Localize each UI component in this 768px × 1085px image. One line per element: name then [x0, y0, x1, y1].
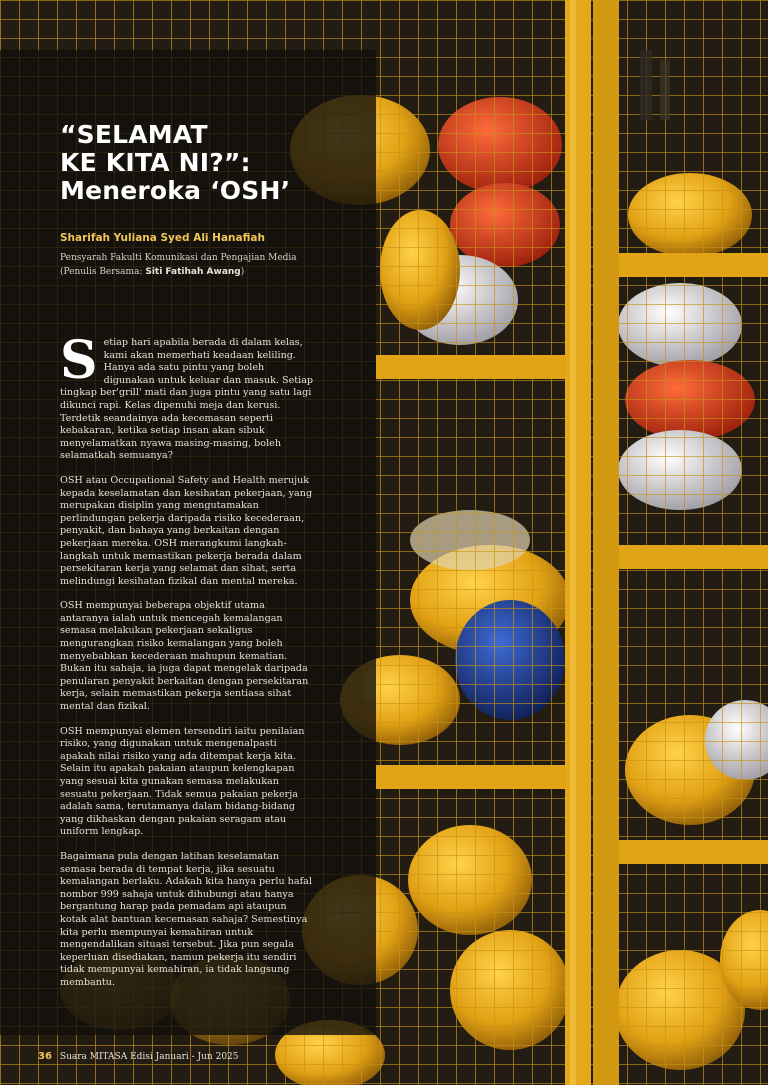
- drop-cap: S: [60, 330, 98, 391]
- co-writer-prefix: (Penulis Bersama:: [60, 267, 146, 277]
- co-writer-name: Siti Fatihah Awang: [145, 267, 241, 277]
- co-writer-suffix: ): [240, 267, 245, 277]
- article-body: [60, 330, 314, 1002]
- paragraph-text: etiap hari apabila berada di dalam kelas, kami akan memerhati keadaan keliling. Hanya ada satu pintu yang boleh digunakan untuk keluar dan masuk. Setiap tingkap ber'grill' mati dan juga pintu yang satu lagi dikunci rapi. Kelas dipenuhi meja dan kerusi. Terdetik seandainya ada kecemasan seperti kebakaran, ketika setiap insan akan sibuk menyelamatkan nyawa masing-masing, boleh selamatkah semuanya?: [60, 337, 314, 462]
- affiliation-text: Pensyarah Fakulti Komunikasi dan Pengajian Media: [60, 253, 297, 263]
- page-footer: [38, 1051, 239, 1062]
- body-paragraph: OSH mempunyai elemen tersendiri iaitu penilaian risiko, yang digunakan untuk mengenalpasti apakah nilai risiko yang ada ditempat kerja kita. Selain itu apakah pakaian ataupun kelengkapan yang sesuai kita gunakan semasa melakukan sesuatu pekerjaan. Tidak semua pakaian pekerja adalah sama, terutamanya dalam bidang-bidang yang dikhaskan dengan pakaian seragam atau uniform lengkap.: [60, 725, 305, 838]
- article-title: [60, 121, 360, 205]
- title-line: “SELAMAT: [60, 120, 208, 149]
- body-paragraph: OSH mempunyai beberapa objektif utama antaranya ialah untuk mencegah kemalangan semasa melakukan pekerjaan sekaligus mengurangkan risiko kemalangan yang boleh menyebabkan kecederaan mahupun kematian. Bukan itu sahaja, ia juga dapat mengelak daripada penularan penyakit berkaitan dengan persekitaran kerja, selain memastikan pekerja sentiasa sihat mental dan fizikal.: [60, 600, 309, 713]
- publication-name: Suara MITASA Edisi Januari - Jun 2025: [59, 1052, 239, 1062]
- title-line: KE KITA NI?”:: [60, 148, 251, 177]
- body-paragraph: OSH atau Occupational Safety and Health merujuk kepada keselamatan dan kesihatan pekerjaan, yang merupakan disiplin yang mengutamakan perlindungan pekerja daripada risiko kecederaan, penyakit, dan bahaya yang berkaitan dengan pekerjaan mereka. OSH merangkumi langkah-langkah untuk memastikan pekerja berada dalam persekitaran kerja yang selamat dan sihat, serta melindungi kesihatan fizikal dan mental mereka.: [60, 474, 313, 587]
- author-affiliation: [60, 251, 360, 279]
- author-name: Sharifah Yuliana Syed Ali Hanafiah: [60, 232, 265, 244]
- page-number: 36: [38, 1051, 52, 1062]
- title-line: Meneroka ‘OSH’: [60, 176, 291, 205]
- body-paragraph: [60, 330, 314, 463]
- body-paragraph: Bagaimana pula dengan latihan keselamatan semasa berada di tempat kerja, jika sesuatu kemalangan berlaku. Adakah kita hanya perlu hafal nombor 999 sahaja untuk dihubungi atau hanya bergantung harap pada pemadam api ataupun kotak alat bantuan kecemasan sahaja? Semestinya kita perlu mempunyai kemahiran untuk mengendalikan situasi tersebut. Jika pun segala keperluan disediakan, namun pekerja itu sendiri tidak mempunyai kemahiran, ia tidak langsung membantu.: [60, 850, 312, 988]
